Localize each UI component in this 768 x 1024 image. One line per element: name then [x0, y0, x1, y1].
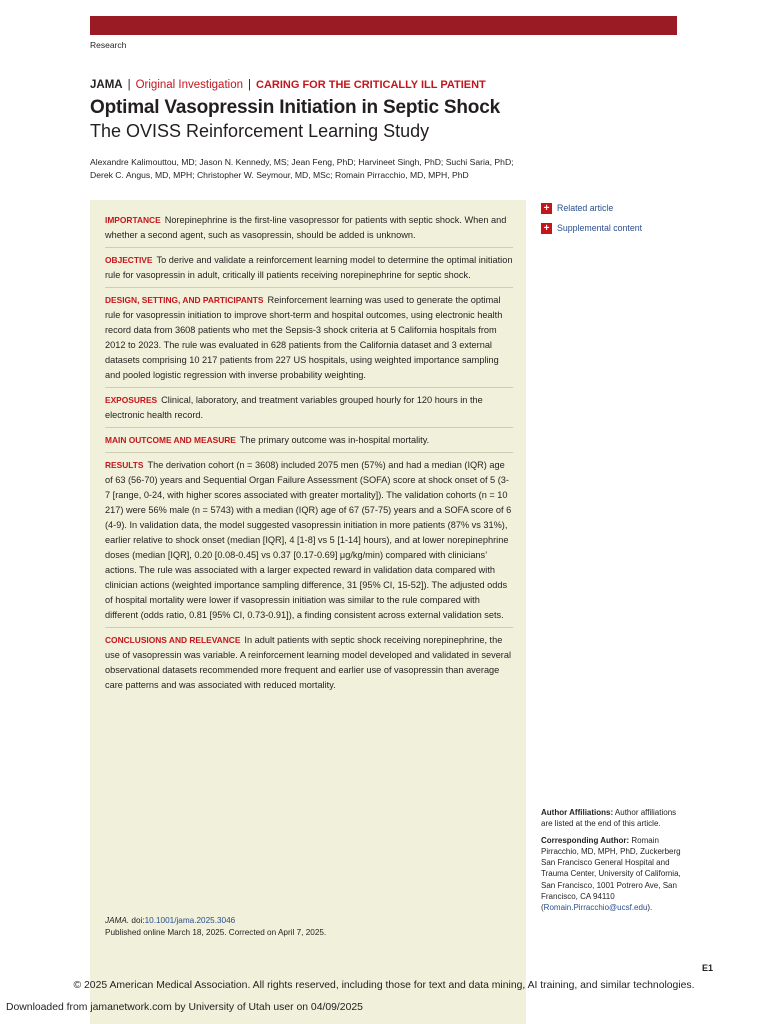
email-link[interactable]: Romain.Pirracchio@ucsf.edu: [543, 903, 648, 913]
copyright-notice: © 2025 American Medical Association. All rights reserved, including those for text and data mining, AI training, and similar technologies.: [73, 980, 695, 991]
corresponding-text: Romain Pirracchio, MD, MPH, PhD, Zuckerberg San Francisco General Hospital and Trauma Center, University of California, San Francisco, 1001 Potrero Ave, San Francisco, CA 94110: [541, 835, 681, 902]
abstract-conclusions: [105, 633, 513, 697]
abstract-heading: CONCLUSIONS AND RELEVANCE: [105, 635, 241, 645]
download-notice: Downloaded from jamanetwork.com by University of Utah user on 04/09/2025: [6, 1002, 363, 1013]
doi-link[interactable]: 10.1001/jama.2025.3046: [144, 916, 236, 925]
abstract-text: In adult patients with septic shock receiving norepinephrine, the use of vasopressin was variable. A reinforcement learning model developed and validated in several observational datasets recommended more frequent and earlier use of vasopressin than average care patterns and was associated with reduced mortality.: [105, 635, 512, 690]
abstract-box: [90, 200, 526, 1024]
abstract-results: [105, 458, 513, 628]
affiliations-text: Author affiliations are listed at the end of this article.: [541, 808, 677, 829]
plus-icon: +: [541, 203, 552, 214]
abstract-heading: IMPORTANCE: [105, 215, 161, 225]
related-article-link[interactable]: [541, 198, 642, 218]
journal-name: JAMA: [90, 79, 123, 91]
doi-prefix: doi:: [131, 916, 145, 925]
link-label[interactable]: Related article: [557, 203, 614, 213]
affiliations-heading: Author Affiliations:: [541, 808, 614, 817]
abstract-design: [105, 293, 513, 388]
abstract-heading: DESIGN, SETTING, AND PARTICIPANTS: [105, 295, 264, 305]
article-title: Optimal Vasopressin Initiation in Septic Shock: [90, 97, 500, 118]
separator: |: [127, 79, 131, 91]
publication-date: Published online March 18, 2025. Corrected on April 7, 2025.: [105, 927, 327, 937]
abstract-text: Reinforcement learning was used to generate the optimal rule for vasopressin initiation to improve short-term and hospital outcomes, using electronic health record data from 3608 patients who met the Sepsis-3 shock criteria at 5 California hospitals from 2012 to 2023. The rule was evaluated in 628 patients from the California dataset and 3 external datasets comprising 10 217 patients from 227 US hospitals, using weighted importance sampling and pooled logistic regression with inverse probability weighting.: [105, 295, 503, 380]
citation-journal: JAMA.: [105, 916, 130, 925]
citation-doi-line: [105, 915, 326, 927]
article-type: Original Investigation: [135, 79, 243, 91]
abstract-text: The derivation cohort (n = 3608) included 2075 men (57%) and had a median (IQR) age of 63 (56-70) years and Sequential Organ Failure Assessment (SOFA) score at shock onset of 5 (3-7 [range, 0-24, with higher scores associated with greater mortality]). The validation cohorts (n = 10 217) were 56% male (n = 5743) with a median (IQR) age of 67 (57-75) years and a SOFA score of 6 (4-9). In validation data, the model suggested vasopressin initiation in more patients (87% vs 31%), earlier relative to shock onset (median [IQR], 4 [1-8] vs 5 [1-14] hours), and at lower norepinephrine doses (median [IQR], 0.20 [0.08-0.45] vs 0.37 [0.17-0.69] μg/kg/min) compared with clinicians’ actions. The rule was associated with a larger expected reward in validation data compared with clinician actions (weighted importance sampling difference, 31 [95% CI, 15-52]). The adjusted odds of hospital mortality were lower if vasopressin initiation was similar to the rule compared with different (odds ratio, 0.81 [95% CI, 0.73-0.91]), a finding consistent across external validation sets.: [105, 460, 512, 620]
abstract-objective: [105, 253, 513, 288]
authors-line: Derek C. Angus, MD, MPH; Christopher W. Seymour, MD, MSc; Romain Pirracchio, MD, MPH, PhD: [90, 170, 469, 180]
author-list: [90, 156, 520, 182]
side-links: [541, 198, 642, 238]
abstract-heading: OBJECTIVE: [105, 255, 153, 265]
link-label[interactable]: Supplemental content: [557, 223, 643, 233]
journal-line: [90, 79, 486, 91]
abstract-text: To derive and validate a reinforcement learning model to determine the optimal initiation rule for vasopressin in adult, critically ill patients receiving norepinephrine for septic shock.: [105, 255, 513, 280]
abstract-heading: RESULTS: [105, 460, 144, 470]
article-subtitle: The OVISS Reinforcement Learning Study: [90, 121, 430, 141]
abstract-heading: MAIN OUTCOME AND MEASURE: [105, 435, 236, 445]
abstract-text: The primary outcome was in-hospital mortality.: [239, 435, 430, 445]
separator: |: [248, 79, 251, 91]
section-label: Research: [90, 40, 127, 50]
citation: [105, 915, 326, 938]
journal-header-bar: [90, 16, 677, 35]
plus-icon: +: [541, 223, 552, 234]
corresponding-heading: Corresponding Author:: [541, 835, 630, 845]
corresponding-author: [541, 835, 681, 914]
abstract-text: Clinical, laboratory, and treatment variables grouped hourly for 120 hours in the electronic health record.: [105, 395, 483, 420]
email-paren: (: [541, 903, 544, 913]
authors-line: Alexandre Kalimouttou, MD; Jason N. Kennedy, MS; Jean Feng, PhD; Harvineet Singh, PhD; Suchi Saria, PhD;: [90, 157, 514, 167]
abstract-importance: [105, 213, 513, 248]
page-number: E1: [702, 963, 714, 973]
author-affiliations: [541, 807, 681, 830]
abstract-text: Norepinephrine is the first-line vasopressor for patients with septic shock. When and whether a second agent, such as vasopressin, should be added is unknown.: [105, 215, 507, 240]
series-name: CARING FOR THE CRITICALLY ILL PATIENT: [256, 79, 486, 91]
abstract-outcome: [105, 433, 513, 453]
abstract-exposures: [105, 393, 513, 428]
author-info: [541, 807, 681, 919]
email-paren: ).: [647, 903, 653, 913]
supplemental-content-link[interactable]: [541, 218, 642, 238]
abstract-heading: EXPOSURES: [105, 395, 158, 405]
